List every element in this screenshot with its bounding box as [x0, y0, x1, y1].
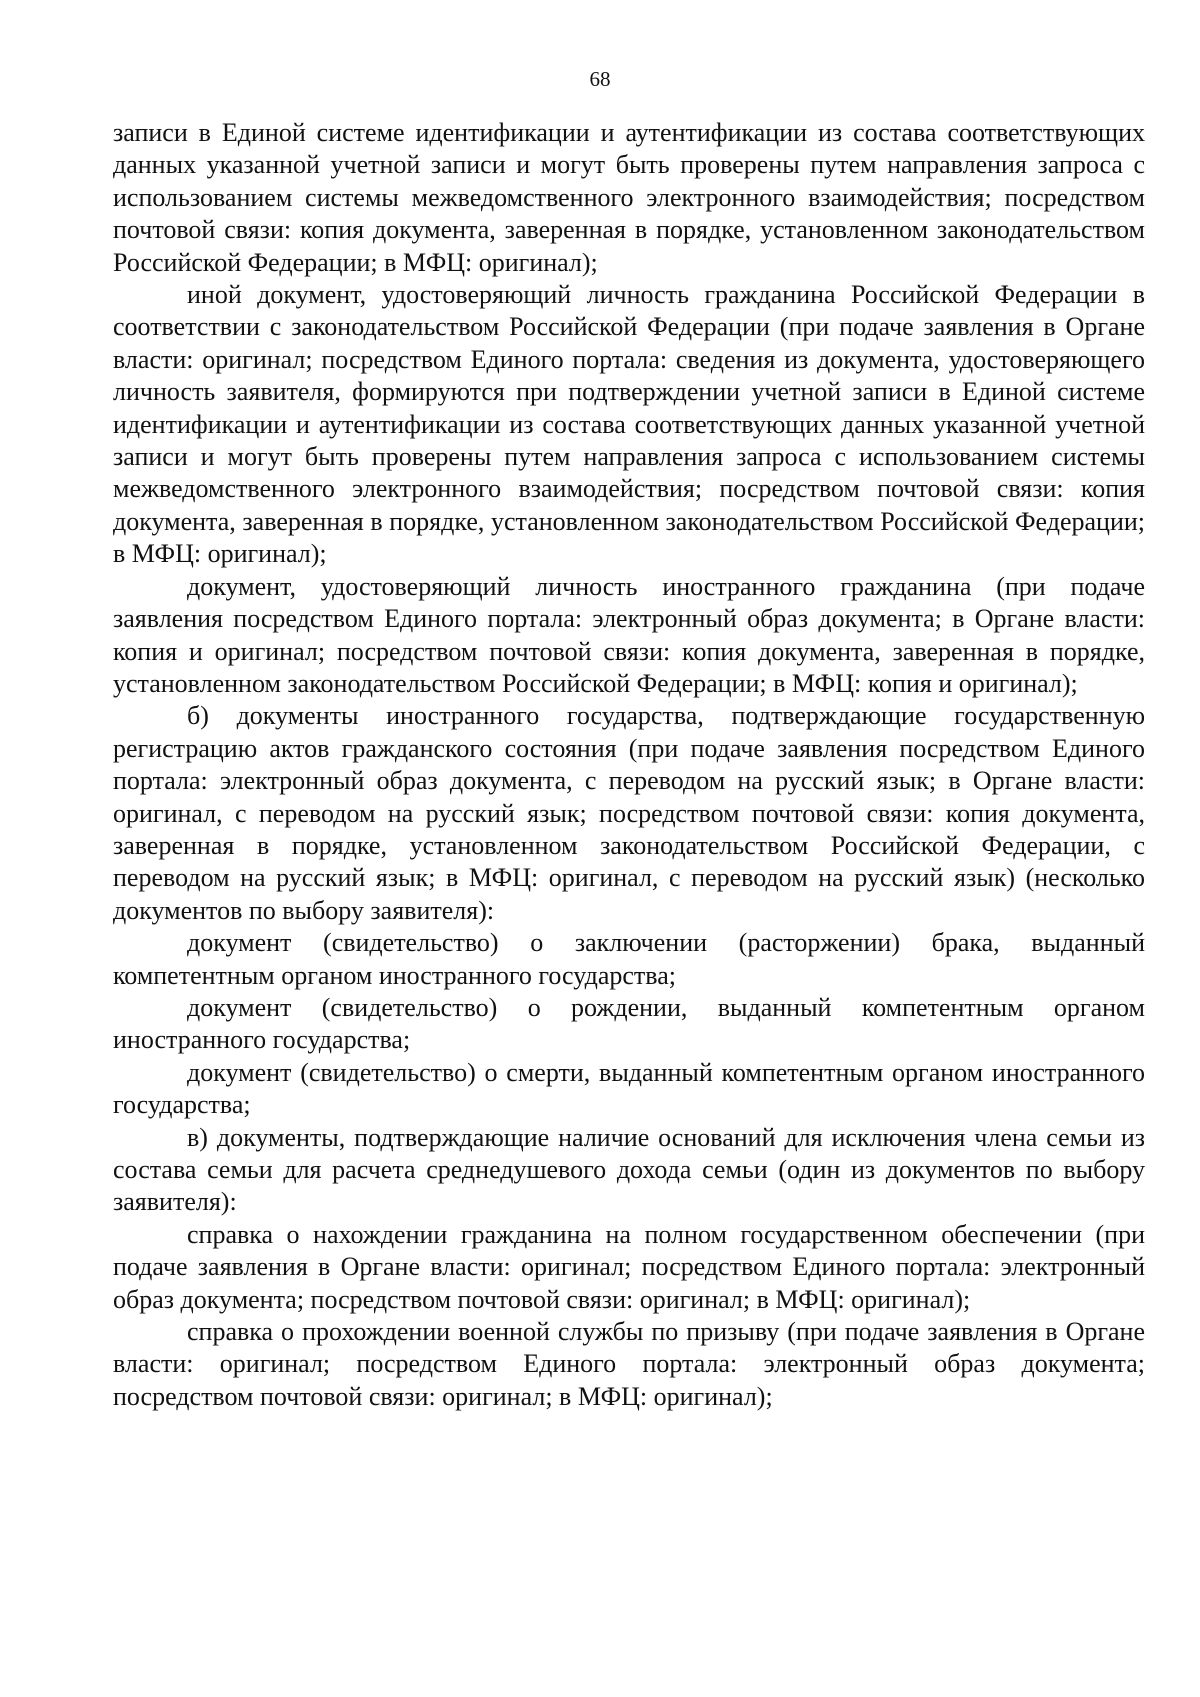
paragraph: документ (свидетельство) о заключении (расторжении) брака, выданный компетентным органом иностранного государства;	[113, 928, 1145, 990]
page-number: 68	[589, 67, 611, 91]
paragraph: иной документ, удостоверяющий личность гражданина Российской Федерации в соответствии с законодательством Российской Федерации (при подаче заявления в Органе власти: оригинал; посредством Единого портала: сведения из документа, удостоверяющего личность заявителя, формируются при подтверждении учетной записи в Единой системе идентификации и аутентификации из состава соответствующих данных указанной учетной записи и могут быть проверены путем направления запроса с использованием системы межведомственного электронного взаимодействия; посредством почтовой связи: копия документа, заверенная в порядке, установленном законодательством Российской Федерации; в МФЦ: оригинал);	[113, 280, 1145, 569]
paragraph: документ, удостоверяющий личность иностранного гражданина (при подаче заявления посредством Единого портала: электронный образ документа; в Органе власти: копия и оригинал; посредством почтовой связи: копия документа, заверенная в порядке, установленном законодательством Российской Федерации; в МФЦ: копия и оригинал);	[113, 571, 1145, 698]
paragraph-continuation: записи в Единой системе идентификации и аутентификации из состава соответствующих данных указанной учетной записи и могут быть проверены путем направления запроса с использованием системы межведомственного электронного взаимодействия; посредством почтовой связи: копия документа, заверенная в порядке, установленном законодательством Российской Федерации; в МФЦ: оригинал);	[113, 118, 1145, 277]
paragraph: документ (свидетельство) о смерти, выданный компетентным органом иностранного государства;	[113, 1057, 1145, 1120]
paragraph: справка о прохождении военной службы по призыву (при подаче заявления в Органе власти: оригинал; посредством Единого портала: электронный образ документа; посредством почтовой связи: оригинал; в МФЦ: оригинал);	[113, 1317, 1145, 1411]
paragraph: документ (свидетельство) о рождении, выданный компетентным органом иностранного государства;	[113, 992, 1145, 1055]
document-body	[113, 117, 1145, 1413]
paragraph: б) документы иностранного государства, подтверждающие государственную регистрацию актов гражданского состояния (при подаче заявления посредством Единого портала: электронный образ документа, с переводом на русский язык; в Органе власти: оригинал, с переводом на русский язык; посредством почтовой связи: копия документа, заверенная в порядке, установленном законодательством Российской Федерации, с переводом на русский язык; в МФЦ: оригинал, с переводом на русский язык) (несколько документов по выбору заявителя):	[113, 701, 1145, 925]
paragraph: справка о нахождении гражданина на полном государственном обеспечении (при подаче заявления в Органе власти: оригинал; посредством Единого портала: электронный образ документа; посредством почтовой связи: оригинал; в МФЦ: оригинал);	[113, 1219, 1145, 1314]
paragraph: в) документы, подтверждающие наличие оснований для исключения члена семьи из состава семьи для расчета среднедушевого дохода семьи (один из документов по выбору заявителя):	[113, 1122, 1145, 1217]
